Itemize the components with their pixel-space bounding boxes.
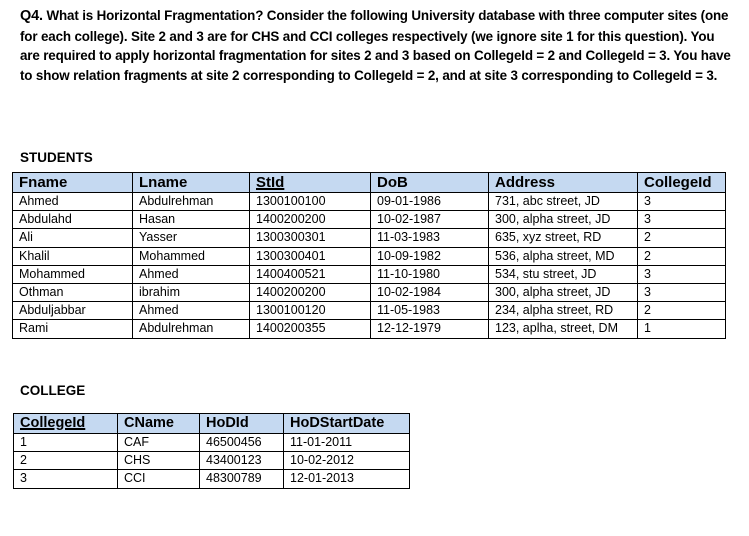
column-header-cname: CName [118, 414, 200, 434]
question-number: Q4. [20, 8, 43, 24]
cell-lname: Ahmed [133, 265, 250, 283]
cell-hodstartdate: 10-02-2012 [284, 452, 410, 470]
table-row [14, 470, 410, 488]
cell-collegeid: 2 [14, 452, 118, 470]
cell-fname: Rami [13, 320, 133, 338]
cell-stid: 1400400521 [250, 265, 371, 283]
students-caption: STUDENTS [20, 150, 93, 165]
cell-collegeid: 3 [638, 265, 726, 283]
table-row [13, 265, 726, 283]
table-row [13, 247, 726, 265]
college-caption: COLLEGE [20, 383, 86, 398]
cell-fname: Abdulahd [13, 211, 133, 229]
cell-address: 234, alpha street, RD [489, 302, 638, 320]
column-header-collegeid: CollegeId [638, 173, 726, 193]
table-row [14, 452, 410, 470]
column-header-stid: StId [250, 173, 371, 193]
cell-fname: Abduljabbar [13, 302, 133, 320]
cell-address: 534, stu street, JD [489, 265, 638, 283]
cell-collegeid: 1 [14, 434, 118, 452]
students-header-row [13, 173, 726, 193]
cell-address: 300, alpha street, JD [489, 284, 638, 302]
cell-fname: Khalil [13, 247, 133, 265]
table-row [14, 434, 410, 452]
cell-collegeid: 2 [638, 229, 726, 247]
cell-collegeid: 3 [638, 211, 726, 229]
cell-hodid: 43400123 [200, 452, 284, 470]
cell-dob: 11-03-1983 [371, 229, 489, 247]
cell-address: 300, alpha street, JD [489, 211, 638, 229]
cell-collegeid: 2 [638, 302, 726, 320]
cell-cname: CHS [118, 452, 200, 470]
cell-lname: Mohammed [133, 247, 250, 265]
cell-collegeid: 2 [638, 247, 726, 265]
cell-lname: Yasser [133, 229, 250, 247]
cell-fname: Mohammed [13, 265, 133, 283]
cell-fname: Ahmed [13, 193, 133, 211]
cell-stid: 1300300401 [250, 247, 371, 265]
table-row [13, 284, 726, 302]
column-header-address: Address [489, 173, 638, 193]
cell-fname: Othman [13, 284, 133, 302]
cell-stid: 1400200200 [250, 284, 371, 302]
column-header-lname: Lname [133, 173, 250, 193]
cell-collegeid: 1 [638, 320, 726, 338]
column-header-collegeid: CollegeId [14, 414, 118, 434]
cell-dob: 11-10-1980 [371, 265, 489, 283]
cell-stid: 1400200200 [250, 211, 371, 229]
cell-cname: CAF [118, 434, 200, 452]
cell-hodstartdate: 11-01-2011 [284, 434, 410, 452]
column-header-hodstartdate: HoDStartDate [284, 414, 410, 434]
cell-stid: 1300100100 [250, 193, 371, 211]
cell-collegeid: 3 [638, 193, 726, 211]
cell-lname: Ahmed [133, 302, 250, 320]
cell-lname: Abdulrehman [133, 320, 250, 338]
cell-stid: 1400200355 [250, 320, 371, 338]
cell-address: 731, abc street, JD [489, 193, 638, 211]
cell-hodstartdate: 12-01-2013 [284, 470, 410, 488]
cell-stid: 1300100120 [250, 302, 371, 320]
column-header-fname: Fname [13, 173, 133, 193]
table-row [13, 193, 726, 211]
table-row [13, 211, 726, 229]
cell-address: 123, aplha, street, DM [489, 320, 638, 338]
cell-hodid: 48300789 [200, 470, 284, 488]
cell-lname: Abdulrehman [133, 193, 250, 211]
cell-collegeid: 3 [638, 284, 726, 302]
college-table [13, 413, 410, 489]
question-body: What is Horizontal Fragmentation? Consider the following University database with three computer sites (one for each college). Site 2 and 3 are for CHS and CCI colleges respectively (we ignore site 1 for this question). You are required to apply horizontal fragmentation for sites 2 and 3 based on CollegeId = 2 and CollegeId = 3. You have to show relation fragments at site 2 corresponding to CollegeId = 2, and at site 3 corresponding to CollegeId = 3. [20, 8, 731, 83]
question-text [20, 6, 735, 85]
cell-dob: 10-02-1987 [371, 211, 489, 229]
college-header-row [14, 414, 410, 434]
table-row [13, 320, 726, 338]
table-row [13, 229, 726, 247]
cell-dob: 10-09-1982 [371, 247, 489, 265]
cell-lname: ibrahim [133, 284, 250, 302]
cell-dob: 11-05-1983 [371, 302, 489, 320]
cell-lname: Hasan [133, 211, 250, 229]
table-row [13, 302, 726, 320]
cell-address: 536, alpha street, MD [489, 247, 638, 265]
cell-dob: 12-12-1979 [371, 320, 489, 338]
students-table [12, 172, 726, 339]
cell-fname: Ali [13, 229, 133, 247]
column-header-dob: DoB [371, 173, 489, 193]
cell-cname: CCI [118, 470, 200, 488]
cell-stid: 1300300301 [250, 229, 371, 247]
cell-address: 635, xyz street, RD [489, 229, 638, 247]
cell-collegeid: 3 [14, 470, 118, 488]
column-header-hodid: HoDId [200, 414, 284, 434]
cell-hodid: 46500456 [200, 434, 284, 452]
cell-dob: 09-01-1986 [371, 193, 489, 211]
cell-dob: 10-02-1984 [371, 284, 489, 302]
